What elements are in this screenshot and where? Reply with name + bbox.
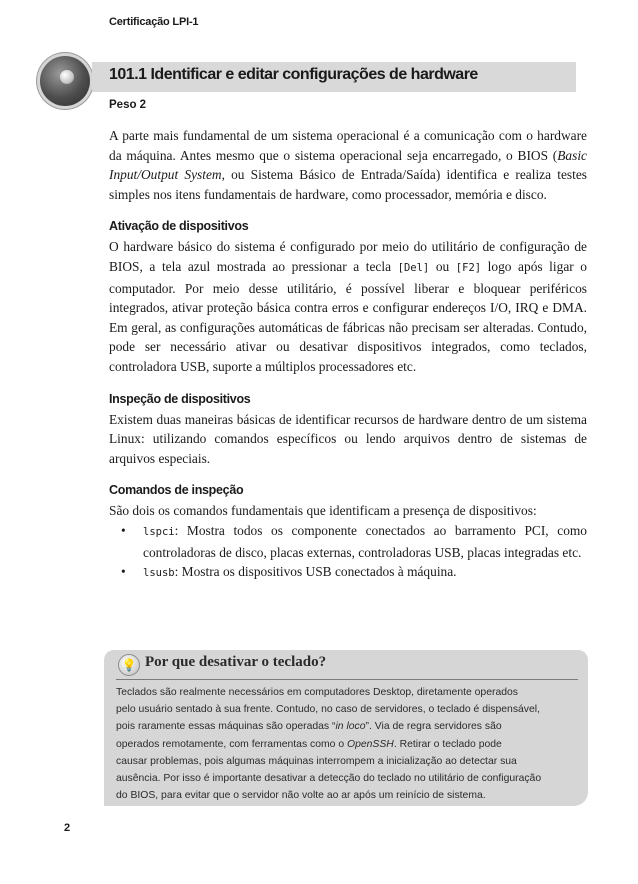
heading-commands: Comandos de inspeção <box>109 483 244 498</box>
key-f2: [F2] <box>455 261 482 274</box>
intro-paragraph: A parte mais fundamental de um sistema operacional é a comunicação com o hardware da máquina. Antes mesmo que o sistema operacional seja encarregado, o BIOS (Basic Input/Output System, ou Sistema Básico de Entrada/Saída) identifica e realiza testes simples nos itens fundamentais de hardware, como processador, memória e disco. <box>109 128 587 202</box>
page-number: 2 <box>64 822 71 834</box>
heading-inspection: Inspeção de dispositivos <box>109 391 251 406</box>
list-item: • lspci: Mostra todos os componente conectados ao barramento PCI, como controladoras de disco, placas externas, controladoras USB, placas integradas etc. <box>121 522 587 560</box>
tip-line: operados remotamente, com ferramentas como o OpenSSH. Retirar o teclado pode <box>116 738 502 750</box>
main-content <box>109 126 587 584</box>
command-lspci: lspci <box>143 525 175 538</box>
bios-expansion: Basic Input/Output System <box>109 147 587 183</box>
lightbulb-icon: 💡 <box>118 654 140 676</box>
tip-title: Por que desativar o teclado? <box>145 654 327 670</box>
openssh: OpenSSH <box>347 738 394 750</box>
key-del: [Del] <box>397 261 430 274</box>
heading-activation: Ativação de dispositivos <box>109 219 249 234</box>
tip-line: do BIOS, para evitar que o servidor não volte ao ar após um reinício de sistema. <box>116 790 486 802</box>
command-lsusb: lsusb <box>143 567 175 580</box>
activation-paragraph: O hardware básico do sistema é configurado por meio do utilitário de configuração de BIOS, a tela azul mostrada ao pressionar a tecla [Del] ou [F2] logo após ligar o computador. Por meio desse utilitário, é possível liberar e bloquear periféricos integrados, ativar proteção básica contra erros e configurar endereços I/O, IRQ e DMA. Em geral, as configurações automáticas de fábricas não precisam ser alteradas. Contudo, pode ser necessário ativar ou desativar dispositivos integrados, como teclados, controladora USB, suporte a múltiplos processadores etc. <box>109 239 587 374</box>
tip-line: Teclados são realmente necessários em computadores Desktop, diretamente operados <box>116 687 518 698</box>
tip-line: causar problemas, pois algumas máquinas interrompem a inicialização ao detectar sua <box>116 755 517 767</box>
commands-list <box>109 521 587 584</box>
bullet-icon: • <box>121 522 126 538</box>
commands-intro: São dois os comandos fundamentais que identificam a presença de dispositivos: <box>109 503 537 519</box>
chapter-badge-icon <box>40 56 90 106</box>
section-weight: Peso 2 <box>109 99 147 111</box>
bullet-icon: • <box>121 564 126 580</box>
tip-line: ausência. Por isso é importante desativar a detecção do teclado no utilitário de configuração <box>116 773 542 785</box>
tip-line: pelo usuário sentado à sua frente. Contudo, no caso de servidores, o teclado é dispensável, <box>116 704 540 716</box>
running-head: Certificação LPI-1 <box>109 16 199 28</box>
tip-body <box>116 684 574 804</box>
tip-line: pois raramente essas máquinas são operadas “in loco”. Via de regra servidores são <box>116 721 502 733</box>
section-title: 101.1 Identificar e editar configurações de hardware <box>109 66 478 83</box>
inspection-paragraph: Existem duas maneiras básicas de identificar recursos de hardware dentro de um sistema Linux: utilizando comandos específicos ou lendo arquivos dentro de sistemas de arquivos especiais. <box>109 411 587 466</box>
in-loco: in loco <box>335 721 366 733</box>
list-item: • lsusb: Mostra os dispositivos USB conectados à máquina. <box>121 562 587 584</box>
tip-divider <box>116 679 578 680</box>
